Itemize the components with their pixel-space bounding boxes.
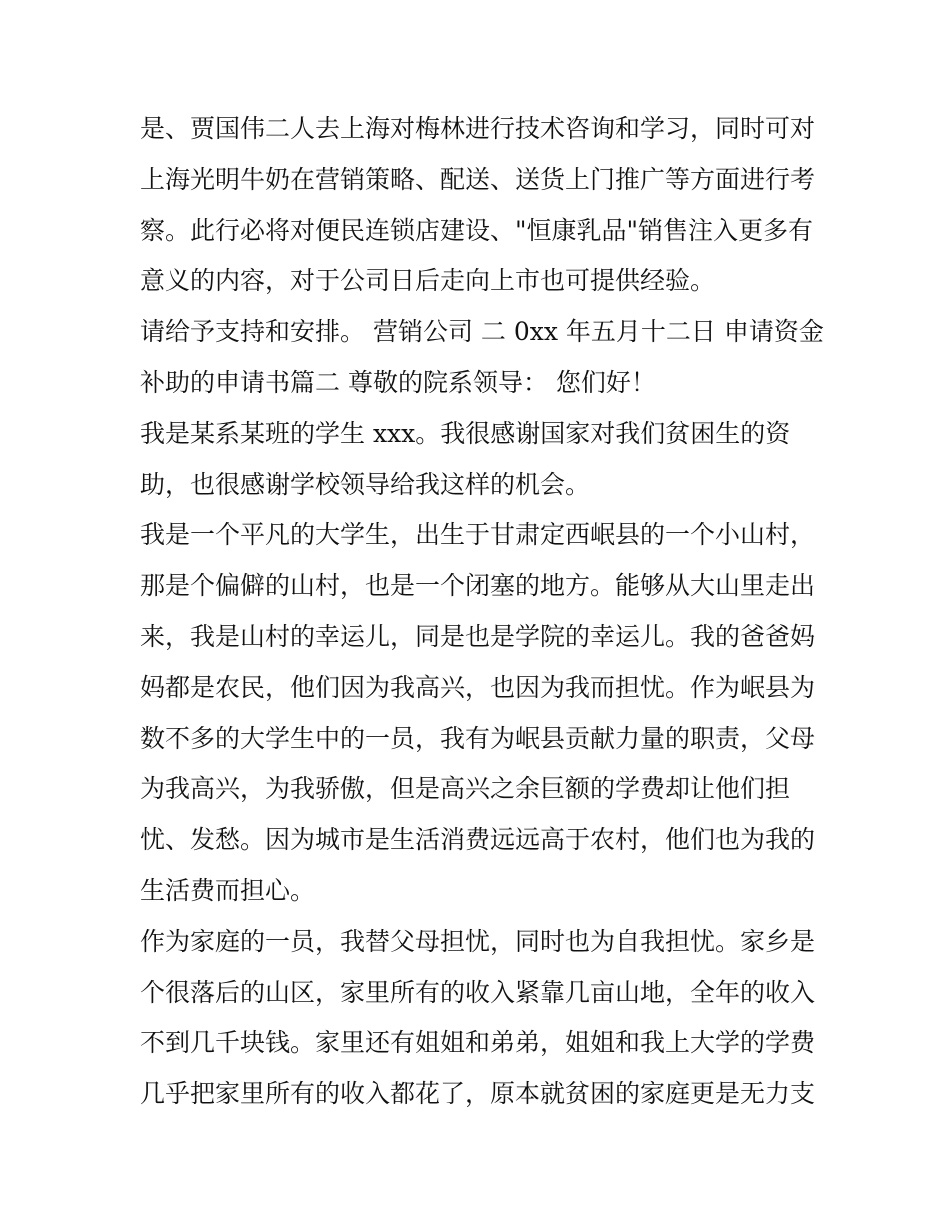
text-line: 我是某系某班的学生 xxx。我很感谢国家对我们贫困生的资	[140, 418, 791, 448]
text-line: 察。此行必将对便民连锁店建设、"恒康乳品"销售注入更多有	[140, 215, 814, 245]
text-line: 忧、发愁。因为城市是生活消费远远高于农村，他们也为我的	[140, 825, 816, 855]
text-line: 为我高兴，为我骄傲，但是高兴之余巨额的学费却让他们担	[140, 774, 791, 804]
text-line: 请给予支持和安排。 营销公司 二 0xx 年五月十二日 申请资金	[140, 317, 824, 347]
text-line: 意义的内容，对于公司日后走向上市也可提供经验。	[140, 266, 716, 296]
text-line: 是、贾国伟二人去上海对梅林进行技术咨询和学习，同时可对	[140, 114, 816, 143]
text-line: 那是个偏僻的山村，也是一个闭塞的地方。能够从大山里走出	[140, 571, 816, 601]
document-body	[140, 104, 824, 1120]
text-line: 作为家庭的一员，我替父母担忧，同时也为自我担忧。家乡是	[140, 926, 816, 956]
text-line: 助，也很感谢学校领导给我这样的机会。	[140, 469, 591, 499]
text-line: 来，我是山村的幸运儿，同是也是学院的幸运儿。我的爸爸妈	[140, 621, 816, 651]
text-line: 补助的申请书篇二 尊敬的院系领导： 您们好！	[140, 367, 656, 397]
text-line: 几乎把家里所有的收入都花了，原本就贫困的家庭更是无力支	[140, 1079, 816, 1109]
text-line: 数不多的大学生中的一员，我有为岷县贡献力量的职责，父母	[140, 723, 816, 753]
text-line: 我是一个平凡的大学生，出生于甘肃定西岷县的一个小山村，	[140, 520, 816, 550]
text-line: 生活费而担心。	[140, 875, 316, 905]
text-line: 个很落后的山区，家里所有的收入紧靠几亩山地，全年的收入	[140, 977, 816, 1007]
text-line: 不到几千块钱。家里还有姐姐和弟弟，姐姐和我上大学的学费	[140, 1028, 816, 1058]
text-line: 上海光明牛奶在营销策略、配送、送货上门推广等方面进行考	[140, 164, 816, 194]
text-line: 妈都是农民，他们因为我高兴，也因为我而担忧。作为岷县为	[140, 672, 816, 702]
